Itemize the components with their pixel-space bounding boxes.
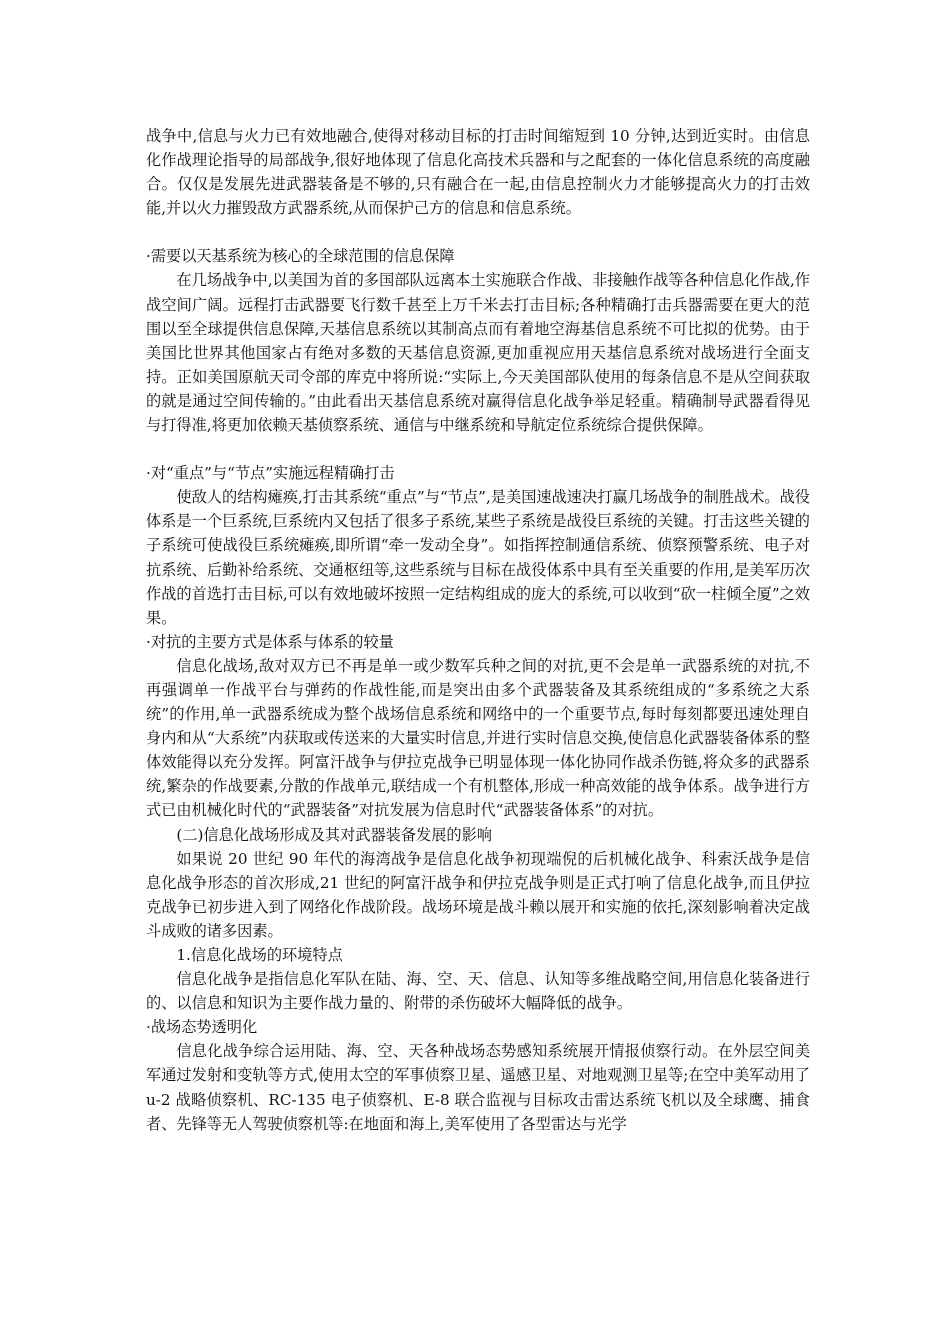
section-heading-space-based: ·需要以天基系统为核心的全球范围的信息保障: [146, 247, 455, 266]
paragraph-space-based: 在几场战争中,以美国为首的多国部队远离本土实施联合作战、非接触作战等各种信息化作战,作战空间广阔。远程打击武器要飞行数千甚至上万千米去打击目标;各种精确打击兵器需要在更大的范围以至全球提供信息保障,天基信息系统以其制高点而有着地空海基信息系统不可比拟的优势。由于美国比世界其他国家占有绝对多数的天基信息资源,更加重视应用天基信息系统对战场进行全面支持。正如美国原航天司令部的库克中将所说:“实际上,今天美国部队使用的每条信息不是从空间获取的就是通过空间传输的。”由此看出天基信息系统对赢得信息化战争举足轻重。精确制导武器看得见与打得准,将更加依赖天基侦察系统、通信与中继系统和导航定位系统综合提供保障。: [146, 271, 810, 435]
paragraph-environment: 信息化战争是指信息化军队在陆、海、空、天、信息、认知等多维战略空间,用信息化装备进行的、以信息和知识为主要作战力量的、附带的杀伤破坏大幅降低的战争。: [146, 970, 810, 1013]
paragraph-transparency: 信息化战争综合运用陆、海、空、天各种战场态势感知系统展开情报侦察行动。在外层空间美军通过发射和变轨等方式,使用太空的军事侦察卫星、遥感卫星、对地观测卫星等;在空中美军动用了 u-2 战略侦察机、RC-135 电子侦察机、E-8 联合监视与目标攻击雷达系统飞机以及全球鹰、捕食者、先锋等无人驾驶侦察机等:在地面和海上,美军使用了各型雷达与光学: [146, 1042, 810, 1133]
subsection-heading-environment: 1.信息化战场的环境特点: [176, 946, 343, 964]
paragraph-gap: [146, 437, 810, 461]
section-heading-system-confrontation: ·对抗的主要方式是体系与体系的较量: [146, 632, 394, 651]
paragraph-system-confrontation: 信息化战场,敌对双方已不再是单一或少数军兵种之间的对抗,更不会是单一武器系统的对抗,不再强调单一作战平台与弹药的作战性能,而是突出由多个武器装备及其系统组成的“多系统之大系统”的作用,单一武器系统成为整个战场信息系统和网络中的一个重要节点,每时每刻都要迅速处理自身内和从“大系统”内获取或传送来的大量实时信息,并进行实时信息交换,使信息化武器装备体系的整体效能得以充分发挥。阿富汗战争与伊拉克战争已明显体现一体化协同作战杀伤链,将众多的武器系统,繁杂的作战要素,分散的作战单元,联结成一个有机整体,形成一种高效能的战争体系。战争进行方式已由机械化时代的“武器装备”对抗发展为信息时代“武器装备体系”的对抗。: [146, 656, 810, 820]
paragraph-precision-strike: 使敌人的结构瘫痪,打击其系统“重点”与“节点”,是美国速战速决打赢几场战争的制胜战术。战役体系是一个巨系统,巨系统内又包括了很多子系统,某些子系统是战役巨系统的关键。打击这些关键的子系统可使战役巨系统瘫痪,即所谓“牵一发动全身”。如指挥控制通信系统、侦察预警系统、电子对抗系统、后勤补给系统、交通枢纽等,这些系统与目标在战役体系中具有至关重要的作用,是美军历次作战的首选打击目标,可以有效地破坏按照一定结构组成的庞大的系统,可以收到“砍一柱倾全厦”之效果。: [146, 488, 810, 627]
document-page: [146, 124, 810, 1136]
paragraph-gap: [146, 220, 810, 244]
section-heading-battlefield-formation: (二)信息化战场形成及其对武器装备发展的影响: [176, 825, 492, 844]
paragraph-continuation: 战争中,信息与火力已有效地融合,使得对移动目标的打击时间缩短到 10 分钟,达到近实时。由信息化作战理论指导的局部战争,很好地体现了信息化高技术兵器和与之配套的一体化信息系统的高度融合。仅仅是发展先进武器装备是不够的,只有融合在一起,由信息控制火力才能够提高火力的打击效能,并以火力摧毁敌方武器系统,从而保护己方的信息和信息系统。: [146, 127, 810, 218]
paragraph-battlefield-formation: 如果说 20 世纪 90 年代的海湾战争是信息化战争初现端倪的后机械化战争、科索沃战争是信息化战争形态的首次形成,21 世纪的阿富汗战争和伊拉克战争则是正式打响了信息化战争,而且伊拉克战争已初步进入到了网络化作战阶段。战场环境是战斗赖以展开和实施的依托,深刻影响着决定战斗成败的诸多因素。: [146, 849, 810, 940]
section-heading-precision-strike: ·对“重点”与“节点”实施远程精确打击: [146, 464, 395, 483]
section-heading-transparency: ·战场态势透明化: [146, 1018, 258, 1037]
